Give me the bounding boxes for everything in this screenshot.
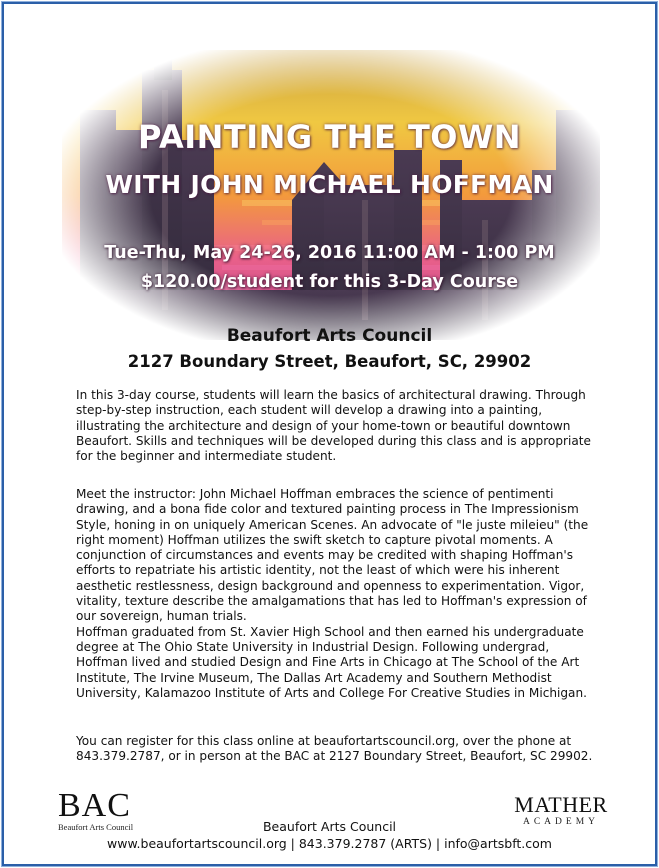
class-price: $120.00/student for this 3-Day Course xyxy=(140,272,519,292)
registration-info-text: You can register for this class online at beaufortartscouncil.org, over the phone at 843.379.2787, or in person at the BAC at 2127 Boundary Street, Beaufort, SC 29902. xyxy=(76,734,593,764)
venue-address: 2127 Boundary Street, Beaufort, SC, 29902 xyxy=(127,352,532,371)
flyer-title: PAINTING THE TOWN xyxy=(137,118,522,156)
footer-contact: www.beaufortartscouncil.org | 843.379.2787 (ARTS) | info@artsbft.com xyxy=(107,836,552,851)
bac-logo-caption: Beaufort Arts Council xyxy=(58,822,134,832)
mather-logo-name: MATHER xyxy=(514,792,608,817)
instructor-bio-text: Meet the instructor: John Michael Hoffman embraces the science of pentimenti drawing, and a bona fide color and textured painting process in The Impressionism Style, honing in on uniquely American Scenes. An advocate of "le juste mileieu" (the right moment) Hoffman utilizes the swift sketch to capture pivotal moments. A conjunction of circumstances and events may be credited with shaping Hoffman's efforts to repatriate his artistic identity, not the least of which were his inherent aesthetic restlessness, design background and openness to experimentation. Vigor, vitality, texture describe the amalgamations that has led to Hoffman's expression of our sovereign, human trials. xyxy=(76,487,589,624)
instructor-education-text: Hoffman graduated from St. Xavier High School and then earned his undergraduate degree at The Ohio State University in Industrial Design. Following undergrad, Hoffman lived and studied Design and Fine Arts in Chicago at The School of the Art Institute, The Irvine Museum, The Dallas Art Academy and Southern Methodist University, Kalamazoo Institute of Arts and College For Creative Studies in Michigan. xyxy=(76,624,587,700)
bac-logo-letters: BAC xyxy=(58,787,131,824)
mather-logo-caption: ACADEMY xyxy=(522,817,600,827)
footer-org: Beaufort Arts Council xyxy=(262,819,397,834)
flyer-subtitle: WITH JOHN MICHAEL HOFFMAN xyxy=(105,170,554,199)
course-description-text: In this 3-day course, students will learn the basics of architectural drawing. Through step-by-step instruction, each student will develop a drawing into a painting, illustrating the architecture and design of your home-town or beautiful downtown Beaufort. Skills and techniques will be developed during this class and is appropriate for the beginner and intermediate student. xyxy=(76,388,591,464)
instructor-bio xyxy=(76,487,596,701)
class-date-time: Tue-Thu, May 24-26, 2016 11:00 AM - 1:00 PM xyxy=(104,243,555,263)
registration-info xyxy=(76,734,596,765)
venue-name: Beaufort Arts Council xyxy=(226,326,433,346)
course-description xyxy=(76,388,596,464)
